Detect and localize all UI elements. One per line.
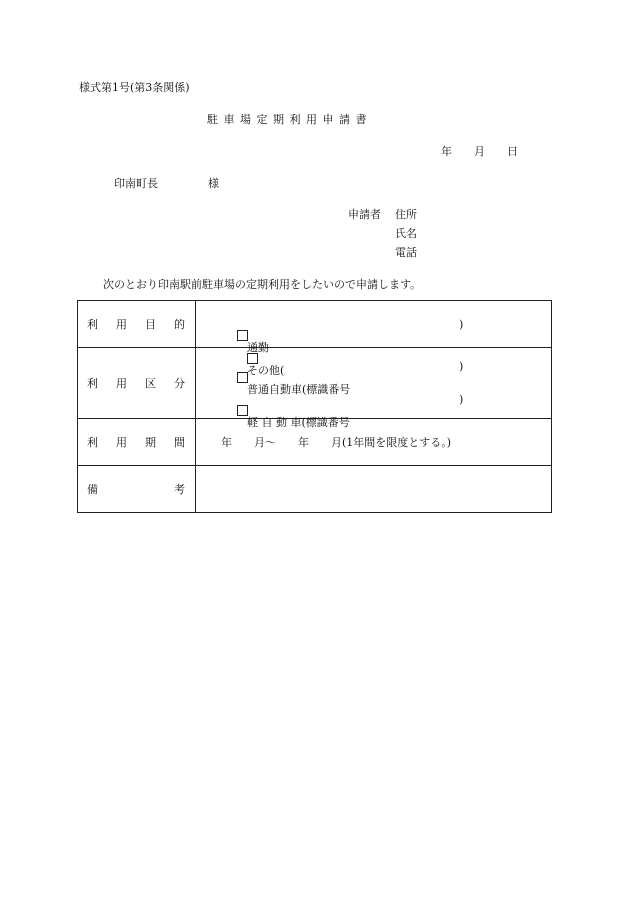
label-char: 利 <box>87 436 98 449</box>
label-char: 用 <box>116 377 127 390</box>
document-title: 駐 車 場 定 期 利 用 申 請 書 <box>207 113 368 126</box>
purpose-label <box>78 301 196 348</box>
name-label: 氏名 <box>395 227 417 240</box>
label-char: 用 <box>116 436 127 449</box>
kei-car-checkbox[interactable] <box>237 405 248 416</box>
remarks-value[interactable] <box>196 466 552 513</box>
category-label <box>78 348 196 419</box>
phone-label: 電話 <box>395 246 417 259</box>
label-char: 利 <box>87 377 98 390</box>
kei-car-label: 軽 自 動 車(標識番号 <box>246 416 350 429</box>
kei-close-paren: ) <box>459 393 464 406</box>
label-char: 考 <box>174 483 185 496</box>
address-label: 住所 <box>395 208 417 221</box>
label-char: 的 <box>174 318 185 331</box>
label-char: 利 <box>87 318 98 331</box>
remarks-label <box>78 466 196 513</box>
regular-car-label: 普通自動車(標識番号 <box>246 383 351 396</box>
category-row <box>78 348 552 419</box>
label-char: 期 <box>145 436 156 449</box>
period-row <box>78 419 552 466</box>
application-table <box>77 300 552 513</box>
commute-checkbox[interactable] <box>237 330 248 341</box>
purpose-row <box>78 301 552 348</box>
applicant-label: 申請者 <box>348 208 381 221</box>
label-char: 分 <box>174 377 185 390</box>
regular-close-paren: ) <box>459 360 464 373</box>
other-label: その他( <box>246 364 285 377</box>
period-label <box>78 419 196 466</box>
label-char: 区 <box>145 377 156 390</box>
period-text: 年 月～ 年 月(1年間を限度とする。) <box>221 436 452 449</box>
label-char: 用 <box>116 318 127 331</box>
category-value <box>196 348 552 429</box>
remarks-row <box>78 466 552 513</box>
commute-label: 通勤 <box>246 341 269 354</box>
other-close-paren: ) <box>459 318 464 331</box>
purpose-value <box>196 301 552 377</box>
label-char: 目 <box>145 318 156 331</box>
form-reference: 様式第1号(第3条関係) <box>79 81 190 94</box>
intro-text: 次のとおり印南駅前駐車場の定期利用をしたいので申請します。 <box>103 278 422 291</box>
label-char: 間 <box>174 436 185 449</box>
addressee-honorific: 様 <box>208 177 219 190</box>
addressee: 印南町長 <box>114 177 158 190</box>
period-value <box>196 419 552 466</box>
label-char: 備 <box>87 483 98 496</box>
regular-car-checkbox[interactable] <box>237 372 248 383</box>
date-line: 年 月 日 <box>441 145 518 158</box>
